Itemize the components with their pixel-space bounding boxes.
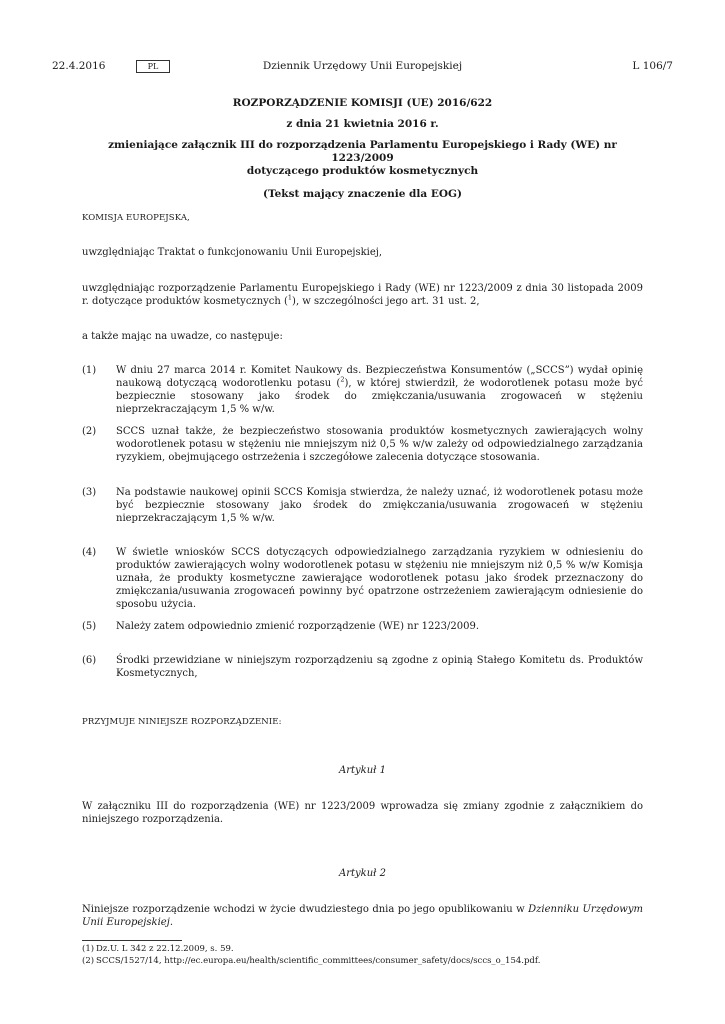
document-title-block [82, 97, 643, 201]
footnote-link[interactable]: SCCS/1527/14, http://ec.europa.eu/health/scientific_committees/consumer_safety/docs/sccs_o_154.pdf. [96, 955, 541, 966]
regulation-date: z dnia 21 kwietnia 2016 r. [286, 118, 439, 130]
footnotes [82, 944, 643, 967]
recital-number: (3) [82, 487, 97, 498]
regulation-title: ROZPORZĄDZENIE KOMISJI (UE) 2016/622 [232, 97, 493, 109]
article-2-text [82, 903, 643, 929]
regulation-subject [82, 139, 643, 178]
page-header [52, 60, 673, 76]
footnote-mark: (2) [82, 955, 95, 966]
commission-heading: KOMISJA EUROPEJSKA, [82, 213, 190, 223]
regulation-subject-line2: dotyczącego produktów kosmetycznych [246, 165, 479, 177]
whereas-clause: a także mając na uwadze, co następuje: [82, 331, 283, 342]
article-2-text-italic: Dzienniku Urzędowym Unii Europejskiej [82, 904, 643, 928]
regulation-citation-text-b: ), w szczególności jego art. 31 ust. 2, [292, 296, 480, 307]
recital-number: (4) [82, 547, 97, 558]
footnote-divider [82, 940, 182, 941]
recital-text-a: W dniu 27 marca 2014 r. Komitet Naukowy ds. Bezpieczeństwa Konsumentów („SCCS”) wydał opinię naukową dotyczącą wodorotlenku potasu ( [116, 365, 643, 389]
article-2-text-a: Niniejsze rozporządzenie wchodzi w życie dwudziestego dnia po jego opublikowaniu w [82, 904, 529, 915]
recital-text-b: ), w której stwierdził, że wodorotlenek potasu może być bezpiecznie stosowany jako środek do zmiękczania/usuwania zrogowaceń w stężeniu nieprzekraczającym 1,5 % w/w. [116, 378, 643, 415]
article-1-title: Artykuł 1 [339, 765, 386, 776]
adoption-statement: PRZYJMUJE NINIEJSZE ROZPORZĄDZENIE: [82, 717, 282, 727]
recital-number: (6) [82, 655, 97, 666]
treaty-citation: uwzględniając Traktat o funkcjonowaniu Unii Europejskiej, [82, 247, 383, 258]
recital-text: SCCS uznał także, że bezpieczeństwo stosowania produktów kosmetycznych zawierających wolny wodorotlenek potasu w stężeniu nie mniejszym niż 0,5 % w/w zależy od odpowiedzialnego zarządzania ryzykiem, obejmującego ostrzeżenia i szczegółowe zalecenia dotyczące stosowania. [116, 426, 643, 463]
recital-item [82, 620, 643, 633]
footnote-item [82, 944, 643, 956]
recital-text: Należy zatem odpowiednio zmienić rozporządzenie (WE) nr 1223/2009. [116, 621, 480, 632]
regulation-citation [82, 282, 643, 308]
recital-number: (2) [82, 426, 97, 437]
regulation-subject-line1: zmieniające załącznik III do rozporządzenia Parlamentu Europejskiego i Rady (WE) nr 1223/2009 [108, 139, 617, 164]
recital-text: Na podstawie naukowej opinii SCCS Komisja stwierdza, że należy uznać, iż wodorotlenek potasu może być bezpiecznie stosowany jako środek do zmiękczania/usuwania zrogowaceń w stężeniu nieprzekraczającym 1,5 % w/w. [116, 487, 643, 524]
recital-text: Środki przewidziane w niniejszym rozporządzeniu są zgodne z opinią Stałego Komitetu ds. Produktów Kosmetycznych, [116, 655, 643, 679]
article-1-text: W załączniku III do rozporządzenia (WE) nr 1223/2009 wprowadza się zmiany zgodnie z załącznikiem do niniejszego rozporządzenia. [82, 801, 643, 825]
recital-text: W świetle wniosków SCCS dotyczących odpowiedzialnego zarządzania ryzykiem w odniesieniu do produktów zawierających wolny wodorotlenek potasu w stężeniu nie mniejszym niż 0,5 % w/w Komisja uznała, że produkty kosmetyczne zawierające wodorotlenek potasu jako środek przeznaczony do zmiękczania/usuwania zrogowaceń powinny być opatrzone ostrzeżeniem zawierającym odniesienie do sposobu użycia. [116, 547, 643, 610]
journal-title: Dziennik Urzędowy Unii Europejskiej [262, 60, 463, 72]
footnote-text: Dz.U. L 342 z 22.12.2009, s. 59. [96, 944, 234, 954]
footnote-item [82, 956, 643, 968]
recital-number: (1) [82, 365, 97, 376]
recital-item [82, 364, 643, 416]
recital-item [82, 654, 643, 680]
recital-item [82, 425, 643, 464]
language-badge: PL [136, 60, 170, 73]
article-2-text-b: . [169, 917, 173, 928]
recital-item [82, 546, 643, 611]
regulation-citation-text-a: uwzględniając rozporządzenie Parlamentu Europejskiego i Rady (WE) nr 1223/2009 z dnia 30 listopada 2009 r. dotyczące produktów kosmetycznych ( [82, 283, 643, 307]
page-number: L 106/7 [632, 60, 673, 72]
footnote-mark: (1) [82, 944, 95, 954]
recital-item [82, 486, 643, 525]
header-date: 22.4.2016 [52, 60, 106, 72]
eea-relevance: (Tekst mający znaczenie dla EOG) [263, 188, 462, 200]
recital-text [116, 364, 643, 416]
article-2-title: Artykuł 2 [339, 868, 386, 879]
footnote-ref: 2 [340, 375, 345, 384]
recital-number: (5) [82, 621, 97, 632]
footnote-ref: 1 [287, 293, 293, 302]
